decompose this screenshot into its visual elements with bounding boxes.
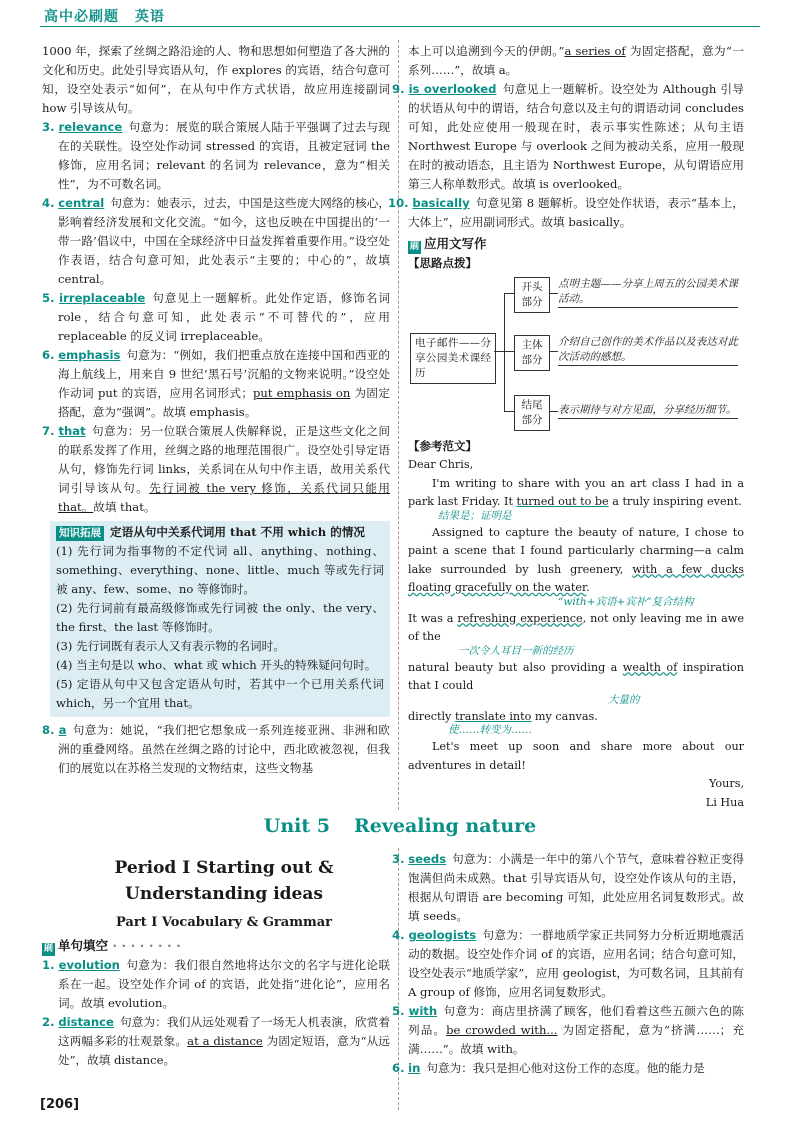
item-number: 3. — [392, 852, 405, 866]
answer-word: distance — [58, 1015, 114, 1029]
connector — [504, 293, 514, 294]
essay-text: natural beauty but also providing a — [408, 660, 623, 674]
connector — [504, 293, 505, 411]
essay-paragraph-3b — [408, 659, 744, 696]
highlight-phrase: turned out to be — [516, 495, 609, 508]
explanation: 句意为：展览的联合策展人陆于平强调了过去与现在的关联性。设空处作动词 stressed 的宾语，且被定冠词 the 修饰，应用名词；relevant 的名词为 relevance，意为“相关性”，为不可数名词。 — [58, 120, 390, 191]
explanation-end: 故填 that。 — [93, 500, 156, 514]
explanation-end: 为固定搭配，意为“强调”。故填 emphasis。 — [58, 386, 390, 419]
writing-title-text: 应用文写作 — [424, 236, 487, 251]
knowledge-point: (1) 先行词为指事物的不定代词 all、anything、nothing、something、everything、none、little、much 等或先行词被 any、few、some、no 等修饰时。 — [56, 544, 384, 596]
explanation: 句意为：我们从远处观看了一场无人机表演，欣赏着这两幅多彩的壮观景象。 — [58, 1015, 390, 1048]
explanation: 句意见第 8 题解析。设空处作状语，表示“基本上，大体上”，应用副词形式。故填 basically。 — [408, 196, 744, 229]
branch-text: 表示期待与对方见面，分享经历细节。 — [558, 403, 738, 419]
essay-text: I'm writing to share with you an art class I had in a park last Friday. It — [408, 476, 744, 508]
essay-note: 使……转变为…… — [448, 724, 532, 736]
answer-item-8-cont — [408, 42, 744, 80]
branch-text: 点明主题——分享上周五的公园美术课活动。 — [558, 277, 738, 308]
answer-item-3 — [42, 118, 390, 194]
item-number: 3. — [42, 120, 55, 134]
answer-text: 1000 年，探索了丝绸之路沿途的人、物和思想如何塑造了各大洲的文化和历史。此处引导宾语从句，作 explores 的宾语，结合句意可知，设空处表示“如何”，在从句中作方式状语，故应用连接副词 how 引导该从句。 — [42, 44, 390, 115]
explanation: 句意为：另一位联合策展人佚解释说，正是这些文化之间的联系发挥了作用，丝绸之路的地理范围很广。设空处引导定语从句，修饰先行词 links，关系词在从句中作主语，故用关系代词引导该从句。 — [58, 424, 390, 495]
answer-item-6b — [392, 1059, 744, 1078]
brush-icon: 刷 — [409, 242, 419, 252]
explanation: 句意为：我们很自然地将达尔文的名字与进化论联系在一起。设空处作介词 of 的宾语，此处指“进化论”，应用名词。故填 evolution。 — [58, 958, 390, 1010]
explanation: 句意为：我只是担心他对这份工作的态度。他的能力是 — [426, 1061, 705, 1075]
fixed-phrase: at a distance — [187, 1034, 263, 1048]
essay-text: . — [586, 581, 590, 594]
answer-word: is overlooked — [408, 82, 497, 96]
sample-title: 【参考范文】 — [408, 439, 477, 453]
part-title: Part Ⅰ Vocabulary & Grammar — [116, 915, 332, 930]
unit-heading — [0, 815, 800, 837]
knowledge-point: (4) 当主句是以 who、what 或 which 开头的特殊疑问句时。 — [56, 658, 377, 672]
item-number: 8. — [42, 723, 55, 737]
essay-note: 结果是；证明是 — [438, 509, 512, 522]
highlight-phrase: wealth of — [622, 660, 678, 674]
answer-word: a — [58, 723, 67, 737]
highlight-phrase: with a few ducks floating gracefully on the water — [408, 562, 744, 594]
essay-note: 一次令人耳目一新的经历 — [458, 644, 574, 657]
fixed-phrase: put emphasis on — [252, 386, 351, 400]
explanation: 句意为：“例如，我们把重点放在连接中国和西亚的海上航线上，用来自 9 世纪‘黑石号’沉船的文物来说明。”设空处作动词 put 的宾语，应用名词形式； — [58, 348, 391, 400]
knowledge-title: 定语从句中关系代词用 that 不用 which 的情况 — [110, 525, 366, 539]
answer-word: with — [408, 1004, 438, 1018]
branch-label: 主体部分 — [514, 335, 550, 371]
brush-icon: 刷 — [43, 944, 53, 954]
header-rule — [40, 26, 760, 27]
answer-item-8 — [42, 721, 391, 778]
branch-text: 介绍自己创作的美术作品以及表达对此次活动的感想。 — [558, 335, 738, 366]
unit-title: Revealing nature — [353, 815, 537, 837]
essay-paragraph-1 — [408, 475, 744, 512]
essay-note: 大量的 — [608, 693, 640, 706]
branch-label: 开头部分 — [514, 277, 550, 313]
fill-section-title: 刷 单句填空 · · · · · · · · — [43, 938, 181, 954]
explanation: 句意为：商店里挤满了顾客，他们看着这些五颜六色的陈列品。 — [408, 1004, 744, 1037]
column-divider — [398, 40, 399, 810]
essay-text: Assigned to capture the beauty of nature, I chose to paint a scene that I found particularly charming—a calm lake surrounded by lush greenery, — [408, 525, 744, 576]
item-number: 2. — [42, 1015, 55, 1029]
essay-text: a truly inspiring event. — [608, 495, 742, 508]
answer-word: basically — [412, 196, 470, 210]
explanation: 句意为：小满是一年中的第八个节气，意味着谷粒正变得饱满但尚未成熟。that 引导宾语从句，设空处作该从句的主语，根据从句谓语 are becoming 可知，此处应用名词复数形式。故填 seeds。 — [408, 852, 744, 923]
answer-word: in — [408, 1061, 421, 1075]
essay-text: my canvas. — [531, 709, 598, 723]
item-number: 1. — [42, 958, 55, 972]
explanation: 本上可以追溯到今天的伊朗。” — [408, 44, 565, 58]
unit-number: Unit 5 — [263, 815, 330, 837]
answer-word: that — [58, 424, 86, 438]
answer-word: emphasis — [58, 348, 121, 362]
page-number: [206] — [40, 1097, 80, 1112]
answer-item-10 — [388, 194, 744, 232]
explanation: 句意为：她表示，过去，中国是这些庞大网络的核心，影响着经济发展和文化交流。“如今，这也反映在中国提出的‘一带一路’倡议中，中国在全球经济中日益发挥着重要作用。”设空处作表语，结合句意可知，此处表示“主要的；中心的”，故填 central。 — [58, 196, 390, 286]
key-point: 先行词被 the very 修饰，关系代词只能用 that。 — [58, 481, 390, 514]
answer-word: geologists — [408, 928, 477, 942]
highlight-phrase: refreshing experience — [457, 611, 583, 625]
explanation: 句意见上一题解析。设空处为 Although 引导的状语从句中的谓语，结合句意以及主句的谓语动词 concludes 可知，此处应使用一般现在时，表示事实性陈述；从句主语 Northwest Europe 与 overlook 之间为被动关系，应用一般现在时的被动语态，且主语为 Northwest Europe，从句谓语应用第三人称单数形式。故填 is overlooked。 — [408, 82, 744, 191]
connector — [550, 411, 558, 412]
connector — [494, 351, 504, 352]
connector — [550, 351, 558, 352]
answer-word: irreplaceable — [59, 291, 146, 305]
item-number: 9. — [392, 82, 405, 96]
right-column-top — [388, 42, 745, 812]
answer-item-4b — [392, 926, 744, 1002]
subject-label: 英语 — [134, 9, 165, 25]
book-title: 高中必刷题 — [44, 9, 119, 25]
knowledge-point: (3) 先行词既有表示人又有表示物的名词时。 — [56, 639, 285, 653]
knowledge-box — [50, 521, 390, 717]
answer-item-1 — [42, 956, 390, 1013]
running-header — [44, 6, 175, 26]
item-number: 5. — [392, 1004, 405, 1018]
explanation: 句意为：她说，“我们把它想象成一系列连接亚洲、非洲和欧洲的重叠网络。虽然在丝绸之路的讨论中，西北欧被忽视，但我们的展览以在苏格兰发现的文物结束，这些文物基 — [58, 723, 391, 775]
essay-text: directly — [408, 709, 455, 723]
answer-item-4 — [42, 194, 390, 289]
page-number-value: 206 — [45, 1097, 74, 1112]
item-number: 6. — [42, 348, 55, 362]
answer-word: relevance — [58, 120, 123, 134]
writing-section-title — [408, 234, 744, 254]
explanation: 句意见上一题解析。此处作定语，修饰名词 role，结合句意可知，此处表示“不可替代的”，应用 replaceable 的反义词 irreplaceable。 — [58, 291, 390, 343]
essay-text: , not only leaving me in awe of the — [408, 611, 744, 643]
right-column-bottom — [392, 850, 744, 1078]
highlight-phrase: translate into — [454, 709, 532, 723]
item-number: 6. — [392, 1061, 405, 1075]
item-number: 5. — [42, 291, 55, 305]
period-title-line1: Period Ⅰ Starting out & — [114, 858, 334, 878]
diagram-center: 电子邮件——分享公园美术课经历 — [410, 333, 496, 384]
outline-diagram — [408, 275, 744, 435]
essay-text: inspiration that I could — [408, 660, 745, 692]
connector — [504, 351, 514, 352]
essay-text: It was a — [408, 611, 458, 625]
fixed-phrase: a series of — [564, 44, 626, 58]
essay-paragraph-4: Let's meet up soon and share more about our adventures in detail! — [408, 740, 744, 772]
fixed-phrase: be crowded with... — [446, 1023, 558, 1037]
left-column-top — [42, 42, 391, 778]
branch-label: 结尾部分 — [514, 395, 550, 431]
knowledge-point: (5) 定语从句中又包含定语从句时，若其中一个已用关系代词 which，另一个宜用 that。 — [56, 677, 384, 710]
answer-item-9 — [392, 80, 744, 194]
essay-paragraph-2 — [408, 524, 744, 598]
essay-note: “with+宾语+宾补”复合结构 — [558, 595, 694, 608]
essay-signature: Li Hua — [705, 795, 744, 809]
knowledge-point: (2) 先行词前有最高级修饰或先行词被 the only、the very、the first、the last 等修饰时。 — [56, 601, 384, 634]
period-title-line2: Understanding ideas — [125, 884, 323, 904]
answer-word: central — [58, 196, 105, 210]
answer-item-2 — [42, 1013, 390, 1070]
tips-title: 【思路点拨】 — [408, 256, 477, 270]
item-number: 7. — [42, 424, 55, 438]
answer-item-5b — [392, 1002, 744, 1059]
item-number: 4. — [392, 928, 405, 942]
explanation-end: 为固定搭配，意为“挤满……；充满……”。故填 with。 — [408, 1023, 744, 1056]
connector — [504, 411, 514, 412]
essay-closing: Yours, — [709, 777, 744, 790]
answer-item-5 — [42, 289, 390, 346]
essay-greeting: Dear Chris, — [408, 458, 474, 471]
answer-item-6 — [42, 346, 391, 422]
left-column-bottom — [42, 855, 390, 1070]
sample-essay — [408, 456, 744, 812]
fill-title-text: 单句填空 — [58, 938, 109, 953]
item-number: 4. — [42, 196, 55, 210]
knowledge-tag: 知识拓展 — [56, 526, 104, 541]
item-number: 10. — [388, 196, 409, 210]
connector — [550, 293, 558, 294]
answer-item-3b — [392, 850, 744, 926]
explanation-end: 为固定搭配，意为“一系列……”，故填 a。 — [408, 44, 744, 77]
essay-paragraph-3a — [408, 610, 744, 647]
explanation-end: 为固定短语，意为“从远处”，故填 distance。 — [58, 1034, 390, 1067]
answer-item-7 — [42, 422, 390, 517]
explanation: 句意为：一群地质学家正共同努力分析近期地震活动的数据。设空处作介词 of 的宾语，应用名词；结合句意可知，设空处表示“地质学家”，应用 geologist，为可数名词，且其前有 A group of 修饰，应用名词复数形式。 — [408, 928, 744, 999]
answer-word: evolution — [58, 958, 120, 972]
answer-word: seeds — [408, 852, 447, 866]
